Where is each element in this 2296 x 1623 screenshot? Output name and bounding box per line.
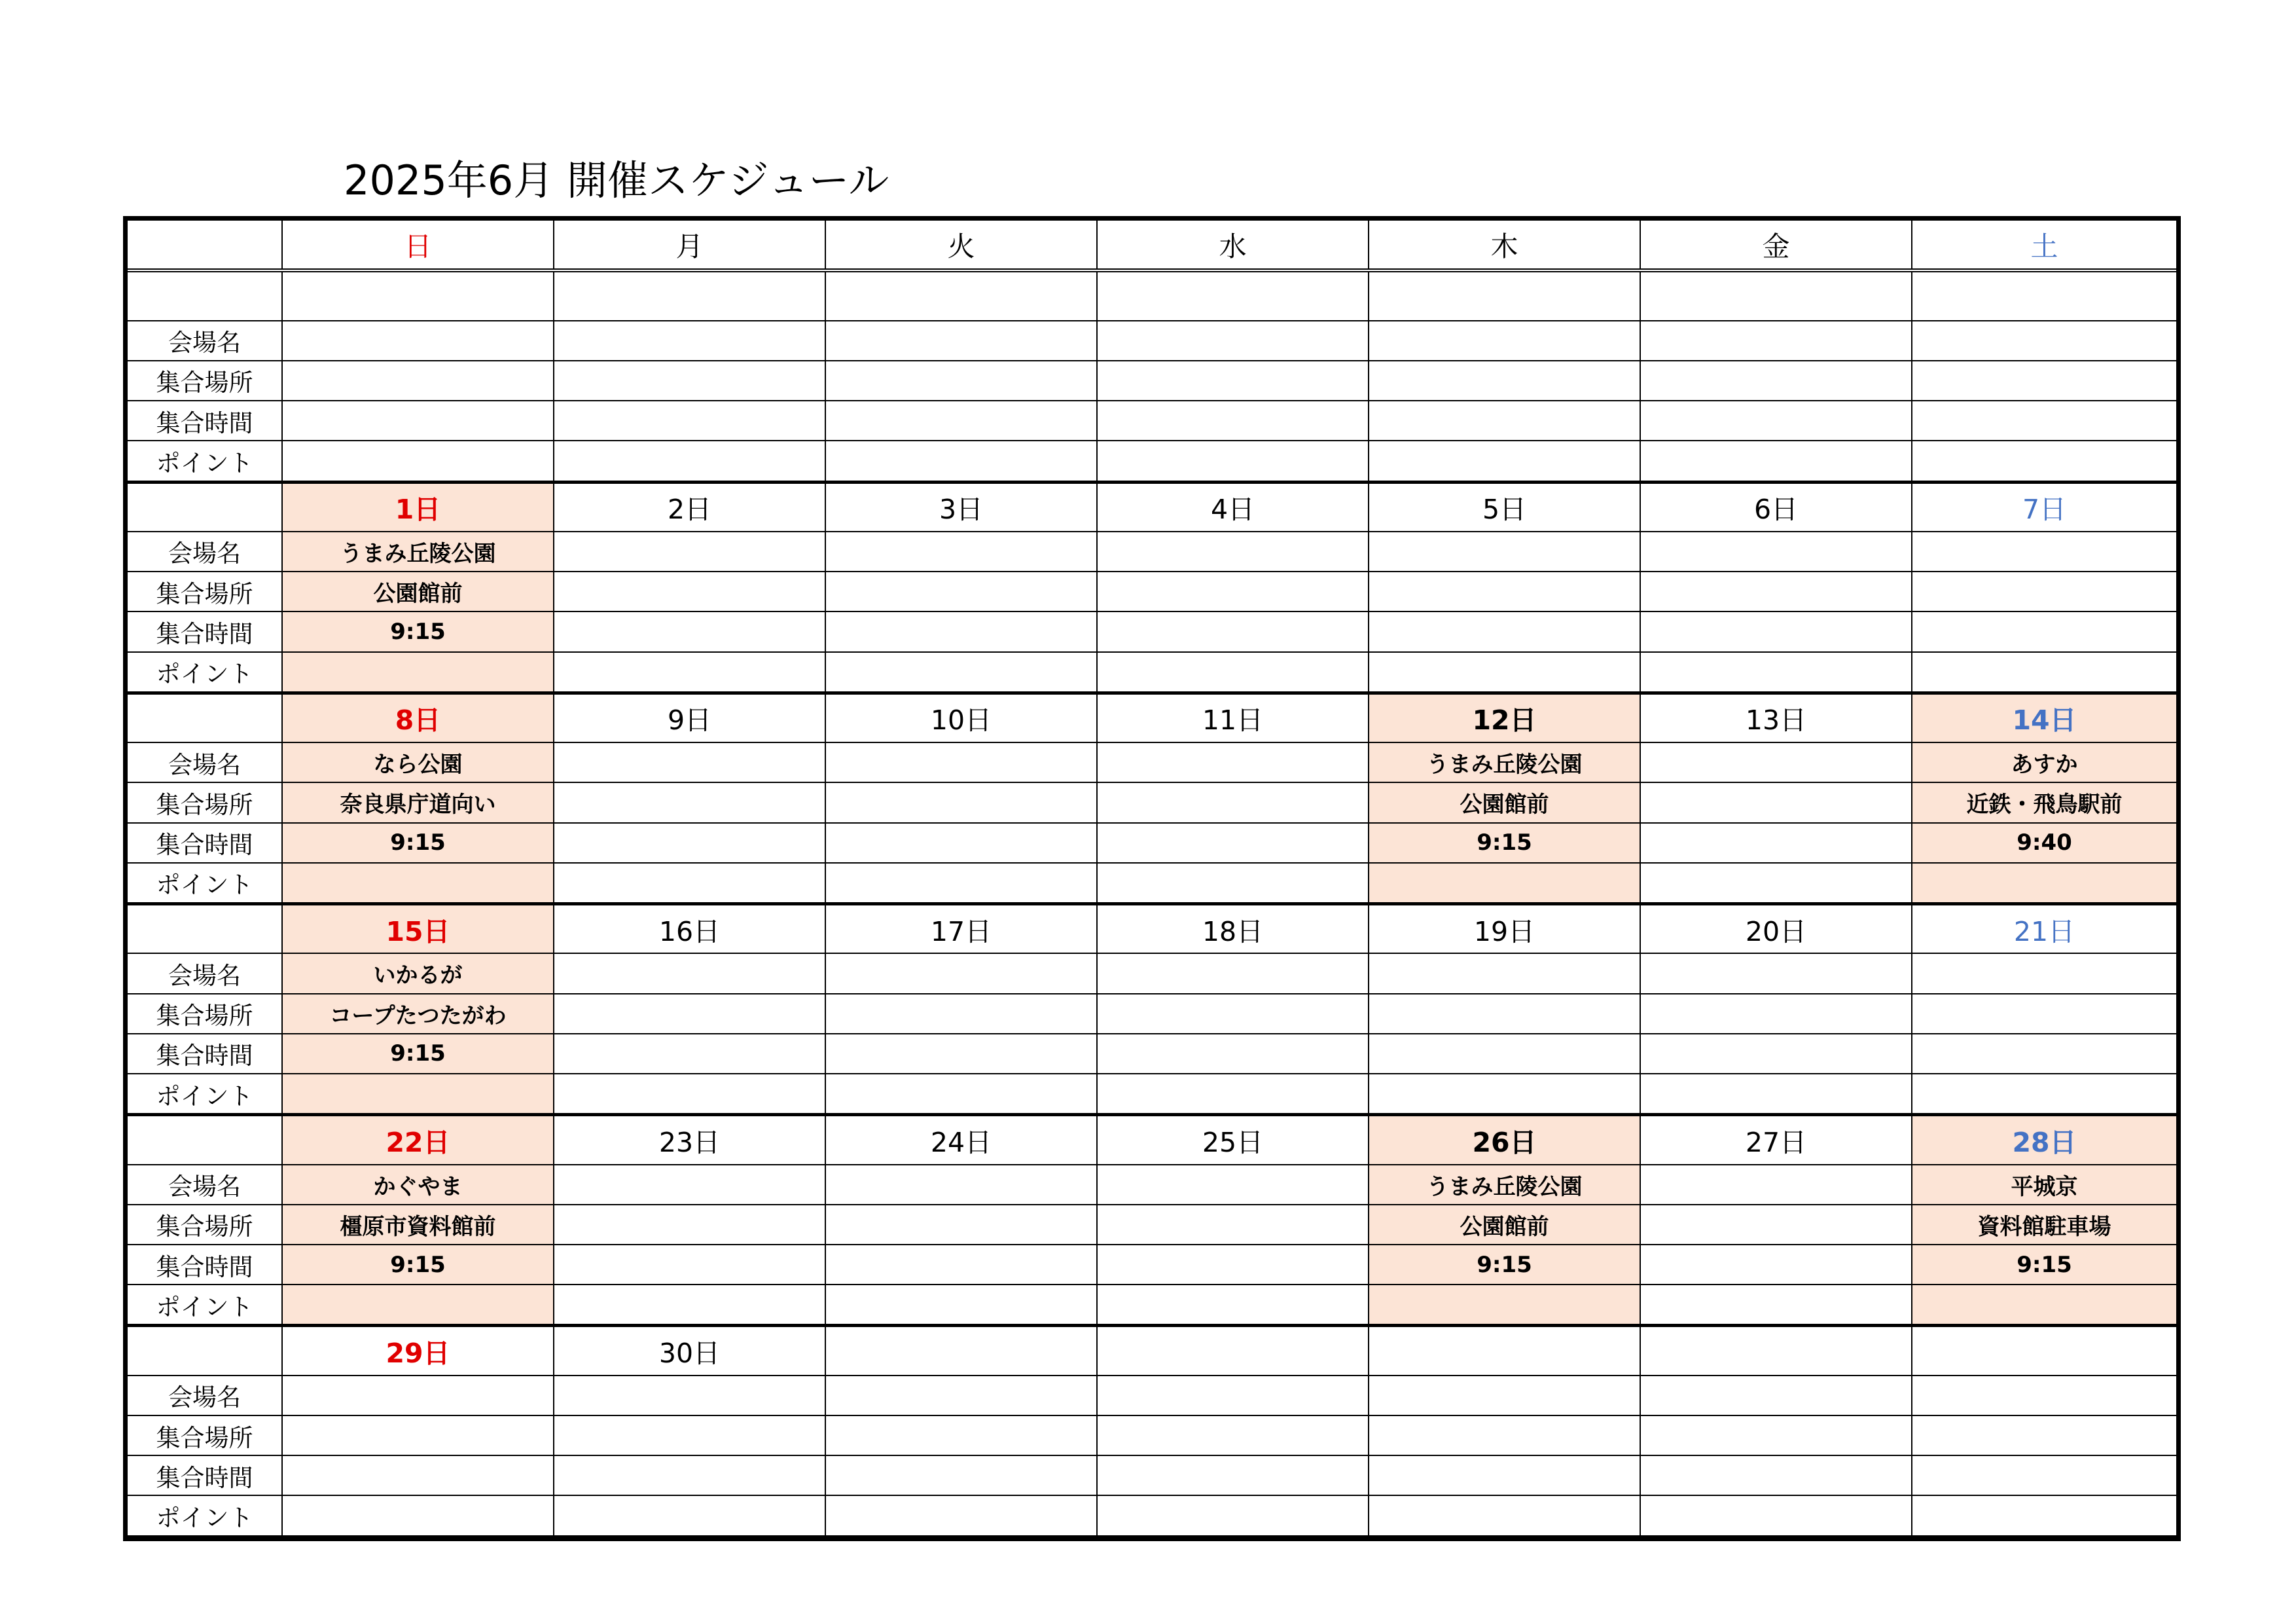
meeting-time-cell	[1912, 1034, 2176, 1074]
meeting-time-cell	[1369, 1034, 1640, 1074]
week-6-meeting-time-row	[128, 1455, 2176, 1495]
venue-cell: かぐやま	[282, 1165, 554, 1205]
date-cell	[1097, 270, 1369, 320]
date-cell	[1640, 270, 1912, 320]
row-label-point: ポイント	[128, 1285, 282, 1326]
meeting-place-cell	[1912, 994, 2176, 1034]
venue-cell	[1912, 1376, 2176, 1415]
meeting-time-cell: 9:15	[1369, 823, 1640, 863]
week-3-point-row	[128, 863, 2176, 904]
point-cell	[282, 1495, 554, 1536]
venue-cell	[554, 1376, 825, 1415]
venue-cell	[1097, 321, 1369, 361]
date-cell	[554, 270, 825, 320]
venue-cell	[1640, 742, 1912, 782]
meeting-time-cell: 9:15	[282, 1245, 554, 1285]
point-cell	[1097, 1074, 1369, 1115]
week-6-point-row	[128, 1495, 2176, 1536]
venue-cell	[1640, 953, 1912, 993]
meeting-time-cell	[1912, 611, 2176, 651]
meeting-place-cell	[1097, 572, 1369, 611]
row-label-meeting-time: 集合時間	[128, 1034, 282, 1074]
week-6-date-row	[128, 1326, 2176, 1376]
meeting-place-cell: 公園館前	[1369, 1205, 1640, 1245]
week-4-meeting-place-row	[128, 994, 2176, 1034]
date-row-label-cell	[128, 270, 282, 320]
point-cell	[554, 1285, 825, 1326]
point-cell	[554, 652, 825, 693]
meeting-place-cell	[1912, 1415, 2176, 1455]
week-5-meeting-time-row	[128, 1245, 2176, 1285]
point-cell	[282, 1074, 554, 1115]
meeting-place-cell: コープたつたがわ	[282, 994, 554, 1034]
meeting-place-cell	[1912, 361, 2176, 401]
venue-cell	[1369, 1376, 1640, 1415]
date-cell: 12日	[1369, 693, 1640, 742]
meeting-time-cell	[554, 401, 825, 441]
weekday-header-friday: 金	[1640, 221, 1912, 270]
meeting-place-cell	[554, 782, 825, 822]
meeting-place-cell	[825, 782, 1097, 822]
point-cell	[282, 1285, 554, 1326]
row-label-meeting-place: 集合場所	[128, 994, 282, 1034]
venue-cell	[1097, 953, 1369, 993]
date-cell: 7日	[1912, 482, 2176, 532]
point-cell	[1097, 441, 1369, 482]
meeting-time-cell	[1097, 611, 1369, 651]
date-row-label-cell	[128, 1326, 282, 1376]
date-cell	[1912, 1326, 2176, 1376]
date-cell: 1日	[282, 482, 554, 532]
point-cell	[1097, 1285, 1369, 1326]
date-cell: 30日	[554, 1326, 825, 1376]
meeting-time-cell	[1369, 611, 1640, 651]
weekday-header-wednesday: 水	[1097, 221, 1369, 270]
meeting-place-cell	[554, 1415, 825, 1455]
meeting-time-cell	[1640, 401, 1912, 441]
date-cell	[1640, 1326, 1912, 1376]
meeting-time-cell: 9:40	[1912, 823, 2176, 863]
meeting-time-cell	[825, 1245, 1097, 1285]
header-corner-cell	[128, 221, 282, 270]
venue-cell	[1369, 532, 1640, 572]
date-cell: 23日	[554, 1115, 825, 1165]
meeting-place-cell: 橿原市資料館前	[282, 1205, 554, 1245]
point-cell	[825, 1285, 1097, 1326]
meeting-place-cell	[1640, 1205, 1912, 1245]
date-cell	[1097, 1326, 1369, 1376]
venue-cell	[825, 1165, 1097, 1205]
point-cell	[282, 652, 554, 693]
row-label-meeting-time: 集合時間	[128, 1455, 282, 1495]
venue-cell	[1640, 532, 1912, 572]
weekday-header-sunday: 日	[282, 221, 554, 270]
meeting-time-cell	[554, 1034, 825, 1074]
date-cell: 13日	[1640, 693, 1912, 742]
week-6-venue-row	[128, 1376, 2176, 1415]
date-cell: 28日	[1912, 1115, 2176, 1165]
week-1-date-row	[128, 270, 2176, 320]
meeting-place-cell	[1640, 361, 1912, 401]
venue-cell	[282, 321, 554, 361]
week-4-point-row	[128, 1074, 2176, 1115]
meeting-place-cell	[1640, 782, 1912, 822]
venue-cell	[825, 1376, 1097, 1415]
meeting-place-cell: 公園館前	[282, 572, 554, 611]
week-2-meeting-place-row	[128, 572, 2176, 611]
date-cell: 15日	[282, 904, 554, 954]
meeting-time-cell: 9:15	[1912, 1245, 2176, 1285]
schedule-calendar	[123, 216, 2181, 1541]
week-3-meeting-place-row	[128, 782, 2176, 822]
venue-cell	[1097, 742, 1369, 782]
weekday-header-saturday: 土	[1912, 221, 2176, 270]
point-cell	[1369, 441, 1640, 482]
row-label-venue: 会場名	[128, 742, 282, 782]
date-cell: 8日	[282, 693, 554, 742]
meeting-place-cell	[554, 361, 825, 401]
date-cell: 10日	[825, 693, 1097, 742]
week-1-point-row	[128, 441, 2176, 482]
date-cell: 17日	[825, 904, 1097, 954]
meeting-place-cell	[554, 572, 825, 611]
row-label-point: ポイント	[128, 863, 282, 904]
date-cell: 22日	[282, 1115, 554, 1165]
week-2-venue-row	[128, 532, 2176, 572]
meeting-place-cell	[1097, 361, 1369, 401]
venue-cell	[1097, 1376, 1369, 1415]
point-cell	[1640, 652, 1912, 693]
row-label-venue: 会場名	[128, 532, 282, 572]
meeting-place-cell	[1369, 361, 1640, 401]
point-cell	[825, 1495, 1097, 1536]
weekday-header-thursday: 木	[1369, 221, 1640, 270]
date-cell: 4日	[1097, 482, 1369, 532]
row-label-meeting-place: 集合場所	[128, 572, 282, 611]
date-cell: 16日	[554, 904, 825, 954]
meeting-time-cell	[554, 1245, 825, 1285]
venue-cell	[1912, 321, 2176, 361]
venue-cell	[825, 532, 1097, 572]
venue-cell	[554, 1165, 825, 1205]
meeting-place-cell	[1369, 994, 1640, 1034]
date-cell	[1912, 270, 2176, 320]
point-cell	[282, 863, 554, 904]
venue-cell	[1097, 532, 1369, 572]
row-label-point: ポイント	[128, 1495, 282, 1536]
meeting-place-cell	[1097, 1205, 1369, 1245]
meeting-time-cell	[554, 611, 825, 651]
venue-cell	[1640, 1165, 1912, 1205]
meeting-time-cell	[554, 823, 825, 863]
row-label-meeting-time: 集合時間	[128, 401, 282, 441]
meeting-place-cell	[1640, 994, 1912, 1034]
meeting-time-cell	[1097, 1455, 1369, 1495]
row-label-point: ポイント	[128, 441, 282, 482]
point-cell	[1369, 863, 1640, 904]
row-label-meeting-place: 集合場所	[128, 361, 282, 401]
date-cell	[1369, 270, 1640, 320]
meeting-time-cell	[1912, 401, 2176, 441]
point-cell	[1640, 1495, 1912, 1536]
week-3-meeting-time-row	[128, 823, 2176, 863]
meeting-place-cell	[1097, 994, 1369, 1034]
meeting-place-cell	[825, 1415, 1097, 1455]
meeting-time-cell	[1097, 1245, 1369, 1285]
meeting-place-cell	[1640, 1415, 1912, 1455]
date-row-label-cell	[128, 482, 282, 532]
venue-cell	[1912, 953, 2176, 993]
point-cell	[1369, 1285, 1640, 1326]
venue-cell	[554, 321, 825, 361]
week-5-date-row	[128, 1115, 2176, 1165]
date-cell: 5日	[1369, 482, 1640, 532]
point-cell	[825, 652, 1097, 693]
meeting-time-cell	[1640, 1034, 1912, 1074]
venue-cell	[282, 1376, 554, 1415]
week-5-venue-row	[128, 1165, 2176, 1205]
page-title: 2025年6月 開催スケジュール	[344, 156, 889, 204]
point-cell	[554, 863, 825, 904]
point-cell	[825, 441, 1097, 482]
meeting-time-cell: 9:15	[282, 611, 554, 651]
point-cell	[1912, 441, 2176, 482]
meeting-time-cell	[1640, 1245, 1912, 1285]
point-cell	[1912, 1074, 2176, 1115]
meeting-place-cell	[825, 361, 1097, 401]
point-cell	[282, 441, 554, 482]
date-cell	[282, 270, 554, 320]
week-5-point-row	[128, 1285, 2176, 1326]
week-1-meeting-place-row	[128, 361, 2176, 401]
date-cell: 29日	[282, 1326, 554, 1376]
meeting-place-cell	[282, 1415, 554, 1455]
date-cell: 19日	[1369, 904, 1640, 954]
venue-cell	[1369, 321, 1640, 361]
point-cell	[1912, 1285, 2176, 1326]
week-3-venue-row	[128, 742, 2176, 782]
calendar-table	[128, 221, 2176, 1537]
venue-cell: うまみ丘陵公園	[282, 532, 554, 572]
venue-cell: うまみ丘陵公園	[1369, 1165, 1640, 1205]
row-label-meeting-time: 集合時間	[128, 823, 282, 863]
date-cell: 14日	[1912, 693, 2176, 742]
meeting-time-cell	[825, 1034, 1097, 1074]
point-cell	[1369, 1074, 1640, 1115]
venue-cell	[1640, 1376, 1912, 1415]
date-cell: 3日	[825, 482, 1097, 532]
row-label-meeting-place: 集合場所	[128, 782, 282, 822]
date-cell: 2日	[554, 482, 825, 532]
venue-cell	[1640, 321, 1912, 361]
point-cell	[1369, 652, 1640, 693]
weekday-header-monday: 月	[554, 221, 825, 270]
meeting-time-cell	[1369, 1455, 1640, 1495]
venue-cell	[554, 742, 825, 782]
point-cell	[1640, 863, 1912, 904]
date-cell: 20日	[1640, 904, 1912, 954]
venue-cell	[1912, 532, 2176, 572]
meeting-time-cell: 9:15	[282, 1034, 554, 1074]
point-cell	[1912, 1495, 2176, 1536]
week-4-meeting-time-row	[128, 1034, 2176, 1074]
meeting-place-cell: 資料館駐車場	[1912, 1205, 2176, 1245]
row-label-venue: 会場名	[128, 1376, 282, 1415]
week-2-date-row	[128, 482, 2176, 532]
meeting-time-cell: 9:15	[1369, 1245, 1640, 1285]
row-label-meeting-time: 集合時間	[128, 611, 282, 651]
point-cell	[1097, 863, 1369, 904]
meeting-time-cell	[1640, 1455, 1912, 1495]
date-row-label-cell	[128, 1115, 282, 1165]
week-2-point-row	[128, 652, 2176, 693]
meeting-time-cell	[1097, 401, 1369, 441]
meeting-place-cell: 公園館前	[1369, 782, 1640, 822]
week-2-meeting-time-row	[128, 611, 2176, 651]
week-3-date-row	[128, 693, 2176, 742]
venue-cell: あすか	[1912, 742, 2176, 782]
week-6-meeting-place-row	[128, 1415, 2176, 1455]
row-label-meeting-place: 集合場所	[128, 1415, 282, 1455]
point-cell	[1640, 1285, 1912, 1326]
date-cell	[1369, 1326, 1640, 1376]
row-label-venue: 会場名	[128, 1165, 282, 1205]
point-cell	[1640, 1074, 1912, 1115]
week-4-venue-row	[128, 953, 2176, 993]
date-cell: 27日	[1640, 1115, 1912, 1165]
meeting-time-cell	[1912, 1455, 2176, 1495]
meeting-time-cell	[1097, 1034, 1369, 1074]
date-cell: 11日	[1097, 693, 1369, 742]
venue-cell	[825, 953, 1097, 993]
venue-cell: なら公園	[282, 742, 554, 782]
meeting-place-cell	[1097, 1415, 1369, 1455]
date-cell: 25日	[1097, 1115, 1369, 1165]
venue-cell: 平城京	[1912, 1165, 2176, 1205]
meeting-place-cell	[282, 361, 554, 401]
venue-cell	[1369, 953, 1640, 993]
date-cell	[825, 270, 1097, 320]
row-label-venue: 会場名	[128, 321, 282, 361]
point-cell	[1912, 652, 2176, 693]
weekday-header-row	[128, 221, 2176, 270]
date-cell	[825, 1326, 1097, 1376]
point-cell	[1097, 1495, 1369, 1536]
meeting-place-cell	[825, 1205, 1097, 1245]
venue-cell: いかるが	[282, 953, 554, 993]
meeting-time-cell	[282, 1455, 554, 1495]
meeting-time-cell	[825, 823, 1097, 863]
meeting-time-cell	[282, 401, 554, 441]
point-cell	[1912, 863, 2176, 904]
week-1-meeting-time-row	[128, 401, 2176, 441]
meeting-place-cell	[1369, 572, 1640, 611]
meeting-time-cell	[825, 1455, 1097, 1495]
row-label-meeting-time: 集合時間	[128, 1245, 282, 1285]
date-cell: 21日	[1912, 904, 2176, 954]
week-1-venue-row	[128, 321, 2176, 361]
weekday-header-tuesday: 火	[825, 221, 1097, 270]
point-cell	[825, 863, 1097, 904]
meeting-place-cell	[554, 994, 825, 1034]
point-cell	[1640, 441, 1912, 482]
date-cell: 24日	[825, 1115, 1097, 1165]
row-label-point: ポイント	[128, 1074, 282, 1115]
venue-cell	[825, 321, 1097, 361]
point-cell	[1097, 652, 1369, 693]
meeting-place-cell	[1912, 572, 2176, 611]
venue-cell	[825, 742, 1097, 782]
row-label-point: ポイント	[128, 652, 282, 693]
meeting-place-cell	[1097, 782, 1369, 822]
date-cell: 9日	[554, 693, 825, 742]
venue-cell	[1097, 1165, 1369, 1205]
meeting-place-cell	[825, 994, 1097, 1034]
meeting-time-cell	[1369, 401, 1640, 441]
meeting-time-cell	[825, 611, 1097, 651]
meeting-place-cell: 奈良県庁道向い	[282, 782, 554, 822]
row-label-venue: 会場名	[128, 953, 282, 993]
row-label-meeting-place: 集合場所	[128, 1205, 282, 1245]
week-4-date-row	[128, 904, 2176, 954]
meeting-place-cell: 近鉄・飛鳥駅前	[1912, 782, 2176, 822]
point-cell	[554, 1074, 825, 1115]
meeting-place-cell	[1369, 1415, 1640, 1455]
date-row-label-cell	[128, 904, 282, 954]
point-cell	[1369, 1495, 1640, 1536]
meeting-place-cell	[825, 572, 1097, 611]
date-cell: 6日	[1640, 482, 1912, 532]
meeting-time-cell: 9:15	[282, 823, 554, 863]
date-row-label-cell	[128, 693, 282, 742]
meeting-time-cell	[1640, 611, 1912, 651]
point-cell	[825, 1074, 1097, 1115]
meeting-time-cell	[1640, 823, 1912, 863]
meeting-place-cell	[1640, 572, 1912, 611]
week-5-meeting-place-row	[128, 1205, 2176, 1245]
point-cell	[554, 1495, 825, 1536]
date-cell: 26日	[1369, 1115, 1640, 1165]
venue-cell: うまみ丘陵公園	[1369, 742, 1640, 782]
point-cell	[554, 441, 825, 482]
meeting-place-cell	[554, 1205, 825, 1245]
venue-cell	[554, 953, 825, 993]
meeting-time-cell	[825, 401, 1097, 441]
meeting-time-cell	[554, 1455, 825, 1495]
meeting-time-cell	[1097, 823, 1369, 863]
date-cell: 18日	[1097, 904, 1369, 954]
venue-cell	[554, 532, 825, 572]
